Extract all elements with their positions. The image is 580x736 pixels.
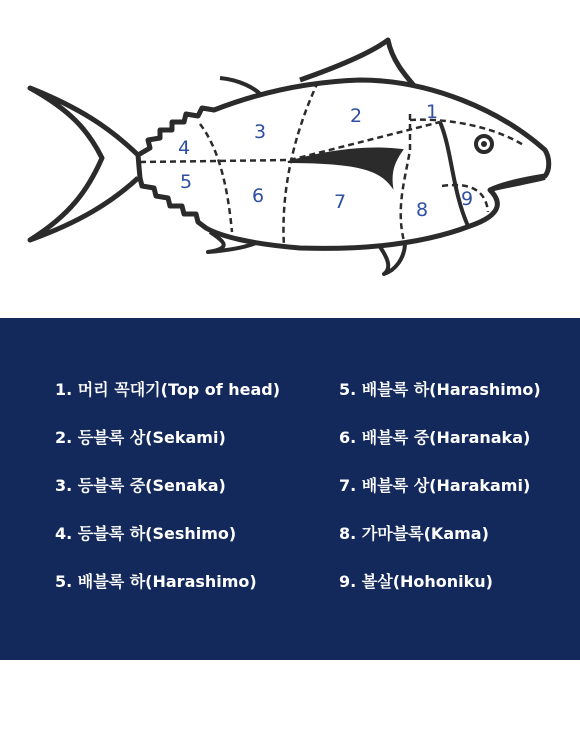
tuna-cut-diagram <box>0 0 580 318</box>
region-number-8: 8 <box>416 199 429 221</box>
second-dorsal-fin <box>220 78 262 96</box>
legend-item: 6. 배블록 중(Haranaka) <box>339 428 531 447</box>
legend-column-right <box>339 378 541 618</box>
legend-item: 5. 배블록 하(Harashimo) <box>339 380 541 399</box>
fish-pupil <box>481 141 487 147</box>
legend-item: 9. 볼살(Hohoniku) <box>339 572 493 591</box>
legend-column-left <box>55 378 280 618</box>
tail-fin <box>30 88 138 240</box>
legend-item: 4. 등블록 하(Seshimo) <box>55 524 237 543</box>
legend-item: 8. 가마블록(Kama) <box>339 524 489 543</box>
region-number-6: 6 <box>252 185 265 207</box>
legend-item: 5. 배블록 하(Harashimo) <box>55 572 257 591</box>
legend-item: 1. 머리 꼭대기(Top of head) <box>55 380 281 399</box>
region-number-7: 7 <box>334 191 347 213</box>
region-number-9: 9 <box>461 188 474 210</box>
bottom-whitespace <box>0 660 580 736</box>
region-number-1: 1 <box>426 101 439 123</box>
region-number-4: 4 <box>178 137 191 159</box>
region-number-5: 5 <box>180 171 193 193</box>
legend-item: 3. 등블록 중(Senaka) <box>55 476 226 495</box>
cut-legend-panel <box>0 318 580 660</box>
region-number-2: 2 <box>350 105 363 127</box>
tuna-diagram <box>0 0 580 318</box>
region-number-3: 3 <box>254 121 267 143</box>
legend-item: 2. 등블록 상(Sekami) <box>55 428 226 447</box>
legend-item: 7. 배블록 상(Harakami) <box>339 476 531 495</box>
pelvic-fin <box>378 244 405 274</box>
